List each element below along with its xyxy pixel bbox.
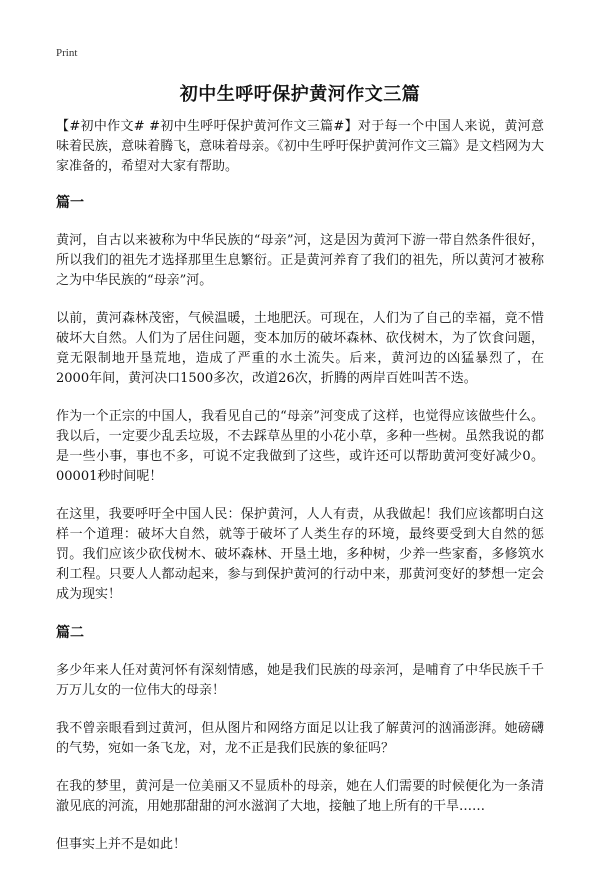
intro-paragraph: 【#初中作文# #初中生呼吁保护黄河作文三篇#】对于每一个中国人来说，黄河意味着民族，意味着腾飞，意味着母亲。《初中生呼吁保护黄河作文三篇》是文档网为大家准备的，希望对大家有帮助。 (56, 119, 545, 174)
section-1-paragraph: 黄河，自古以来被称为中华民族的“母亲”河，这是因为黄河下游一带自然条件很好，所以我们的祖先才选择那里生息繁衍。正是黄河养育了我们的祖先，所以黄河才被称之为中华民族的“母亲”河。 (56, 233, 544, 288)
print-label: Print (56, 47, 78, 59)
page-title: 初中生呼吁保护黄河作文三篇 (179, 84, 421, 105)
section-2-paragraph: 但事实上并不是如此！ (56, 837, 187, 852)
section-2-paragraph: 在我的梦里，黄河是一位美丽又不显质朴的母亲，她在人们需要的时候便化为一条清澈见底的河流，用她那甜甜的河水滋润了大地，接触了地上所有的干旱…… (56, 779, 544, 814)
section-heading-2: 篇二 (56, 625, 84, 641)
section-1-paragraph: 以前，黄河森林茂密，气候温暖，土地肥沃。可现在，人们为了自己的幸福，竟不惜破坏大自然。人们为了居住问题，变本加厉的破坏森林、砍伐树木，为了饮食问题，竟无限制地开垦荒地，造成了严重的水土流失。后来，黄河边的凶猛暴烈了，在2000年间，黄河决口1500多次，改道26次，折腾的两岸百姓叫苦不迭。 (56, 311, 544, 386)
article-body (56, 117, 544, 873)
section-2-paragraph: 多少年来人任对黄河怀有深刻情感，她是我们民族的母亲河，是哺育了中华民族千千万万儿女的一位伟大的母亲！ (56, 663, 544, 698)
section-1-paragraph: 在这里，我要呼吁全中国人民：保护黄河，人人有责，从我做起！我们应该都明白这样一个道理：破坏大自然，就等于破坏了人类生存的环境，最终要受到大自然的惩罚。我们应该少砍伐树木、破坏森林、开垦土地，多种树，少养一些家畜，多修筑水利工程。只要人人都动起来，参与到保护黄河的行动中来，那黄河变好的梦想一定会成为现实！ (56, 507, 544, 602)
section-1-paragraph: 作为一个正宗的中国人，我看见自己的“母亲”河变成了这样，也觉得应该做些什么。我以后，一定要少乱丢垃圾，不去踩草丛里的小花小草，多种一些树。虽然我说的都是一些小事，事也不多，可说不定我做到了这些，或许还可以帮助黄河变好减少0。00001秒时间呢！ (56, 409, 544, 484)
section-2-paragraph: 我不曾亲眼看到过黄河，但从图片和网络方面足以让我了解黄河的汹涌澎湃。她磅礴的气势，宛如一条飞龙，对，龙不正是我们民族的象征吗？ (56, 721, 544, 756)
section-heading-1: 篇一 (56, 195, 84, 211)
